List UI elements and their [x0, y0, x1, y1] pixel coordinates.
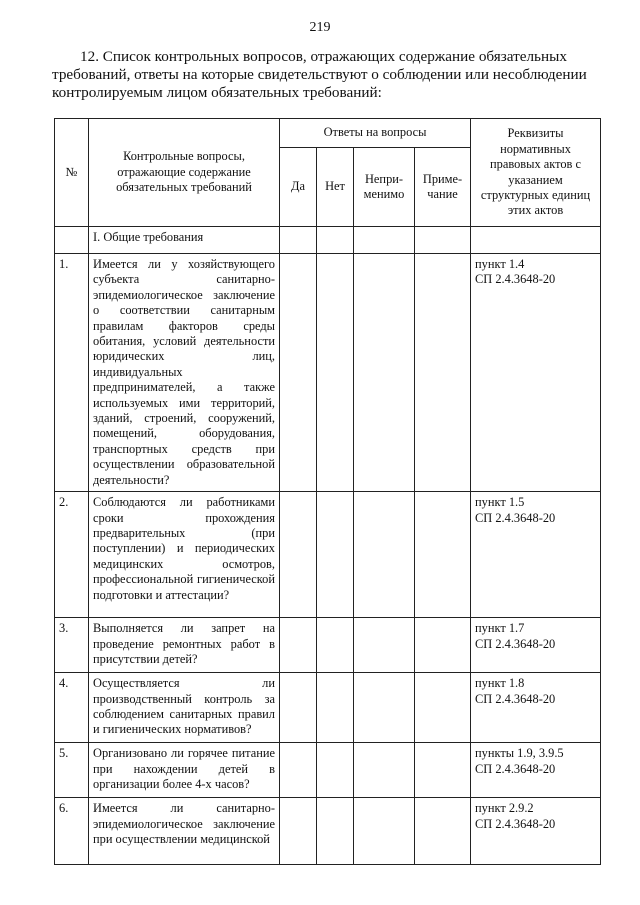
- row-num: 1.: [55, 254, 89, 492]
- table-row: [55, 798, 601, 865]
- answer-no-cell[interactable]: [317, 492, 354, 618]
- answer-yes-cell[interactable]: [280, 227, 317, 254]
- checklist-table: [54, 118, 601, 865]
- row-question: Соблюдаются ли работниками сроки прохождения предварительных (при поступлении) и периодических медицинских осмотров, профессиональной гигиенической подготовки и аттестации?: [89, 492, 280, 618]
- row-requisites: [471, 492, 601, 618]
- header-yes: Да: [280, 148, 317, 227]
- req-point: пункты 1.9, 3.9.5: [475, 746, 564, 761]
- answer-no-cell[interactable]: [317, 618, 354, 673]
- answer-na-cell[interactable]: [354, 618, 415, 673]
- list-heading: [52, 48, 587, 102]
- row-question: Организовано ли горячее питание при нахождении детей в организации более 4-х часов?: [89, 743, 280, 798]
- answer-na-cell[interactable]: [354, 743, 415, 798]
- req-act: СП 2.4.3648-20: [475, 816, 556, 831]
- answer-no-cell[interactable]: [317, 254, 354, 492]
- note-cell[interactable]: [415, 743, 471, 798]
- heading-line-2: требований, ответы на которые свидетельствуют о соблюдении или несоблюдении: [52, 66, 587, 83]
- answer-na-cell[interactable]: [354, 492, 415, 618]
- req-act: СП 2.4.3648-20: [475, 510, 556, 525]
- section-row: [55, 227, 601, 254]
- answer-no-cell[interactable]: [317, 743, 354, 798]
- requisites-cell: [471, 227, 601, 254]
- note-cell[interactable]: [415, 798, 471, 865]
- req-point: пункт 1.5: [475, 495, 525, 510]
- heading-line-1: 12. Список контрольных вопросов, отражающих содержание обязательных: [80, 48, 567, 65]
- row-requisites: [471, 673, 601, 743]
- answer-yes-cell[interactable]: [280, 673, 317, 743]
- answer-na-cell[interactable]: [354, 227, 415, 254]
- page-number: 219: [309, 20, 331, 35]
- header-not-applicable: Непри-менимо: [354, 148, 415, 227]
- header-num: №: [55, 119, 89, 227]
- row-question: Осуществляется ли производственный контроль за соблюдением санитарных правил и гигиенических нормативов?: [89, 673, 280, 743]
- table-row: [55, 743, 601, 798]
- note-cell[interactable]: [415, 673, 471, 743]
- table-row: [55, 618, 601, 673]
- answer-no-cell[interactable]: [317, 673, 354, 743]
- req-act: СП 2.4.3648-20: [475, 272, 556, 287]
- answer-na-cell[interactable]: [354, 673, 415, 743]
- req-act: СП 2.4.3648-20: [475, 761, 556, 776]
- row-question: Имеется ли у хозяйствующего субъекта санитарно-эпидемиологическое заключение о соответствии санитарным правилам факторов среды обитания, условий деятельности юридических лиц, индивидуальных предпринимателей, а также используемых ими территорий, зданий, строений, сооружений, помещений, оборудования, транспортных средств при осуществлении образовательной деятельности?: [89, 254, 280, 492]
- row-num: 2.: [55, 492, 89, 618]
- row-question: Имеется ли санитарно-эпидемиологическое заключение при осуществлении медицинской: [89, 798, 280, 865]
- req-point: пункт 1.7: [475, 621, 525, 636]
- note-cell[interactable]: [415, 227, 471, 254]
- table-row: [55, 254, 601, 492]
- answer-yes-cell[interactable]: [280, 618, 317, 673]
- row-num: 4.: [55, 673, 89, 743]
- header-question: Контрольные вопросы, отражающие содержание обязательных требований: [89, 119, 280, 227]
- answer-na-cell[interactable]: [354, 254, 415, 492]
- answer-na-cell[interactable]: [354, 798, 415, 865]
- heading-line-3: контролируемым лицом обязательных требований:: [52, 84, 382, 101]
- header-note: Приме-чание: [415, 148, 471, 227]
- req-act: СП 2.4.3648-20: [475, 691, 556, 706]
- section-title: I. Общие требования: [89, 227, 280, 254]
- req-point: пункт 1.4: [475, 257, 525, 271]
- answer-yes-cell[interactable]: [280, 492, 317, 618]
- answer-yes-cell[interactable]: [280, 743, 317, 798]
- row-num: 3.: [55, 618, 89, 673]
- row-question: Выполняется ли запрет на проведение ремонтных работ в присутствии детей?: [89, 618, 280, 673]
- answer-no-cell[interactable]: [317, 798, 354, 865]
- answer-yes-cell[interactable]: [280, 798, 317, 865]
- row-requisites: [471, 618, 601, 673]
- row-requisites: [471, 798, 601, 865]
- note-cell[interactable]: [415, 254, 471, 492]
- answer-yes-cell[interactable]: [280, 254, 317, 492]
- row-requisites: [471, 254, 601, 492]
- section-num-cell: [55, 227, 89, 254]
- req-point: пункт 2.9.2: [475, 801, 534, 816]
- header-answers-group: Ответы на вопросы: [280, 119, 471, 148]
- header-no: Нет: [317, 148, 354, 227]
- row-requisites: [471, 743, 601, 798]
- table-row: [55, 492, 601, 618]
- answer-no-cell[interactable]: [317, 227, 354, 254]
- req-act: СП 2.4.3648-20: [475, 636, 556, 651]
- note-cell[interactable]: [415, 618, 471, 673]
- row-num: 6.: [55, 798, 89, 865]
- note-cell[interactable]: [415, 492, 471, 618]
- row-num: 5.: [55, 743, 89, 798]
- header-row-1: [55, 119, 601, 148]
- table-row: [55, 673, 601, 743]
- header-requisites: Реквизиты нормативных правовых актов с указанием структурных единиц этих актов: [471, 119, 601, 227]
- req-point: пункт 1.8: [475, 676, 525, 691]
